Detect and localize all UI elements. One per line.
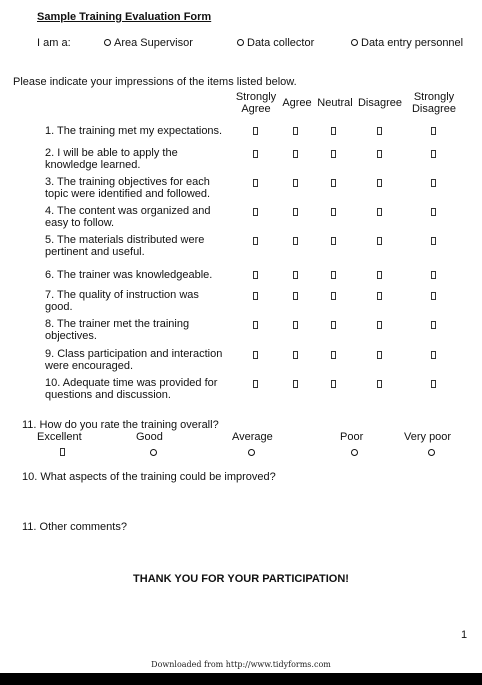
- rating-checkbox[interactable]: [331, 208, 336, 216]
- header-neutral: Neutral: [317, 97, 353, 109]
- rating-checkbox[interactable]: [331, 179, 336, 187]
- item-label: 9. Class participation and interaction were encouraged.: [45, 348, 223, 372]
- overall-radio[interactable]: [428, 447, 438, 459]
- item-label: 8. The trainer met the training objectives.: [45, 318, 190, 342]
- rating-checkbox[interactable]: [431, 321, 436, 329]
- download-footer[interactable]: Downloaded from http://www.tidyforms.com: [151, 660, 331, 669]
- rating-checkbox[interactable]: [293, 351, 298, 359]
- item-label: 7. The quality of instruction was good.: [45, 289, 199, 313]
- rating-checkbox[interactable]: [293, 321, 298, 329]
- rating-checkbox[interactable]: [331, 351, 336, 359]
- rating-checkbox[interactable]: [293, 127, 298, 135]
- rating-checkbox[interactable]: [431, 380, 436, 388]
- rating-checkbox[interactable]: [331, 127, 336, 135]
- rating-checkbox[interactable]: [253, 321, 258, 329]
- rating-checkbox[interactable]: [293, 179, 298, 187]
- rating-checkbox[interactable]: [293, 150, 298, 158]
- rating-checkbox[interactable]: [293, 380, 298, 388]
- rating-checkbox[interactable]: [331, 237, 336, 245]
- thank-you: THANK YOU FOR YOUR PARTICIPATION!: [133, 573, 349, 585]
- rating-checkbox[interactable]: [431, 150, 436, 158]
- rating-checkbox[interactable]: [431, 237, 436, 245]
- header-strongly-disagree: Strongly Disagree: [411, 91, 457, 115]
- rating-checkbox[interactable]: [431, 351, 436, 359]
- rating-checkbox[interactable]: [431, 179, 436, 187]
- rating-checkbox[interactable]: [431, 127, 436, 135]
- overall-radio[interactable]: [150, 447, 160, 459]
- item-label: 10. Adequate time was provided for questions and discussion.: [45, 377, 218, 401]
- overall-checkbox[interactable]: [60, 447, 65, 459]
- footer-bar: [0, 673, 482, 685]
- rating-checkbox[interactable]: [377, 321, 382, 329]
- rating-checkbox[interactable]: [253, 127, 258, 135]
- rating-checkbox[interactable]: [377, 127, 382, 135]
- item-label: 4. The content was organized and easy to follow.: [45, 205, 211, 229]
- role-data-collector[interactable]: Data collector: [237, 37, 314, 49]
- overall-radio[interactable]: [351, 447, 361, 459]
- rating-checkbox[interactable]: [253, 271, 258, 279]
- header-strongly-agree: Strongly Agree: [235, 91, 277, 115]
- rating-checkbox[interactable]: [331, 292, 336, 300]
- rating-checkbox[interactable]: [331, 150, 336, 158]
- rating-checkbox[interactable]: [293, 271, 298, 279]
- item-label: 3. The training objectives for each topic were identified and followed.: [45, 176, 211, 200]
- overall-radio[interactable]: [248, 447, 258, 459]
- overall-option-label: Good: [136, 431, 163, 443]
- header-agree: Agree: [282, 97, 312, 109]
- rating-checkbox[interactable]: [431, 292, 436, 300]
- instructions: Please indicate your impressions of the items listed below.: [13, 76, 297, 88]
- question-improve: 10. What aspects of the training could be improved?: [22, 471, 276, 483]
- question-comments: 11. Other comments?: [22, 521, 127, 533]
- item-label: 2. I will be able to apply the knowledge learned.: [45, 147, 178, 171]
- overall-option-label: Poor: [340, 431, 364, 443]
- radio-icon[interactable]: [237, 39, 244, 46]
- rating-checkbox[interactable]: [377, 271, 382, 279]
- rating-checkbox[interactable]: [253, 351, 258, 359]
- rating-checkbox[interactable]: [377, 208, 382, 216]
- overall-option-label: Very poor: [404, 431, 452, 443]
- header-disagree: Disagree: [357, 97, 403, 109]
- rating-checkbox[interactable]: [331, 271, 336, 279]
- rating-checkbox[interactable]: [253, 208, 258, 216]
- iam-label: I am a:: [37, 37, 71, 49]
- rating-checkbox[interactable]: [253, 292, 258, 300]
- item-label: 1. The training met my expectations.: [45, 125, 223, 137]
- form-title: Sample Training Evaluation Form: [37, 11, 212, 23]
- rating-checkbox[interactable]: [253, 179, 258, 187]
- rating-checkbox[interactable]: [377, 351, 382, 359]
- rating-checkbox[interactable]: [293, 237, 298, 245]
- rating-checkbox[interactable]: [293, 292, 298, 300]
- rating-checkbox[interactable]: [377, 150, 382, 158]
- rating-checkbox[interactable]: [377, 380, 382, 388]
- role-data-entry[interactable]: Data entry personnel: [351, 37, 463, 49]
- overall-option-label: Average: [232, 431, 273, 443]
- overall-question: 11. How do you rate the training overall?: [22, 419, 219, 431]
- item-label: 5. The materials distributed were pertinent and useful.: [45, 234, 205, 258]
- overall-option-label: Excellent: [37, 431, 82, 443]
- rating-checkbox[interactable]: [431, 208, 436, 216]
- page-number: 1: [461, 629, 468, 641]
- rating-checkbox[interactable]: [253, 150, 258, 158]
- rating-checkbox[interactable]: [331, 380, 336, 388]
- rating-checkbox[interactable]: [293, 208, 298, 216]
- rating-checkbox[interactable]: [331, 321, 336, 329]
- rating-checkbox[interactable]: [377, 179, 382, 187]
- role-area-supervisor[interactable]: Area Supervisor: [104, 37, 193, 49]
- radio-icon[interactable]: [104, 39, 111, 46]
- item-label: 6. The trainer was knowledgeable.: [45, 269, 213, 281]
- rating-checkbox[interactable]: [377, 237, 382, 245]
- rating-checkbox[interactable]: [431, 271, 436, 279]
- rating-checkbox[interactable]: [253, 237, 258, 245]
- rating-checkbox[interactable]: [377, 292, 382, 300]
- rating-checkbox[interactable]: [253, 380, 258, 388]
- radio-icon[interactable]: [351, 39, 358, 46]
